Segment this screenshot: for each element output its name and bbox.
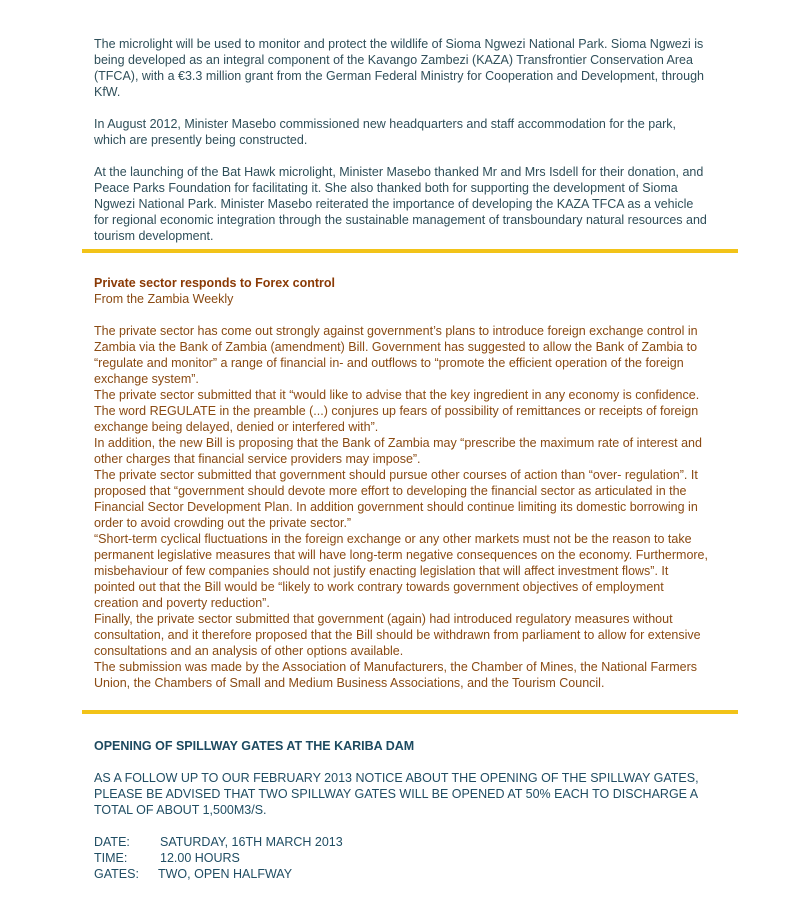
article-paragraph: The microlight will be used to monitor and protect the wildlife of Sioma Ngwezi National Park. Sioma Ngwezi is being developed as an integral component of the Kavango Zambezi (KAZA) Transfrontier Conservation Area (TFCA), with a €3.3 million grant from the German Federal Ministry for Cooperation and Development, through KfW. bbox=[94, 37, 704, 99]
article-paragraph: The private sector has come out strongly against government’s plans to introduce foreign exchange control in Zambia via the Bank of Zambia (amendment) Bill. Government has suggested to allow the Bank of Zambia to “regulate and monitor” a range of financial in- and outflows to “promote the efficient operation of the foreign exchange system”. bbox=[94, 324, 698, 386]
time-row bbox=[94, 850, 710, 866]
notice-title: OPENING OF SPILLWAY GATES AT THE KARIBA DAM bbox=[94, 739, 415, 753]
spillway-notice bbox=[94, 738, 710, 882]
time-value: 12.00 HOURS bbox=[160, 851, 240, 865]
section-divider bbox=[82, 249, 738, 253]
date-value: SATURDAY, 16TH MARCH 2013 bbox=[160, 835, 343, 849]
article-paragraph: The submission was made by the Association of Manufacturers, the Chamber of Mines, the National Farmers Union, the Chambers of Small and Medium Business Associations, and the Tourism Council. bbox=[94, 660, 698, 690]
gates-label: GATES: bbox=[94, 867, 139, 881]
gates-row bbox=[94, 866, 710, 882]
article-paragraph: The private sector submitted that government should pursue other courses of action than “over- regulation”. It proposed that “government should devote more effort to developing the financial sector as articulated in the Financial Sector Development Plan. In addition government should continue limiting its domestic borrowing in order to avoid crowding out the private sector.” bbox=[94, 468, 698, 530]
article-source: From the Zambia Weekly bbox=[94, 292, 234, 306]
date-label: DATE: bbox=[94, 835, 130, 849]
forex-control-article bbox=[94, 275, 710, 691]
notice-text: AS A FOLLOW UP TO OUR FEBRUARY 2013 NOTICE ABOUT THE OPENING OF THE SPILLWAY GATES, PLEASE BE ADVISED THAT TWO SPILLWAY GATES WILL BE OPENED AT 50% EACH TO DISCHARGE A TOTAL OF ABOUT 1,500M3/S. bbox=[94, 771, 699, 817]
microlight-article bbox=[94, 36, 710, 244]
time-label: TIME: bbox=[94, 851, 128, 865]
section-divider bbox=[82, 710, 738, 714]
article-paragraph: The private sector submitted that it “would like to advise that the key ingredient in any economy is confidence. The word REGULATE in the preamble (...) conjures up fears of possibility of remittances or receipts of foreign exchange being delayed, denied or interfered with”. bbox=[94, 388, 700, 434]
article-paragraph: “Short-term cyclical fluctuations in the foreign exchange or any other markets must not be the reason to take permanent legislative measures that will have long-term negative consequences on the economy. Furthermore, misbehaviour of few companies should not justify enacting legislation that will affect investment flows”. It pointed out that the Bill would be “likely to work contrary towards government objectives of employment creation and poverty reduction”. bbox=[94, 532, 708, 610]
article-paragraph: In addition, the new Bill is proposing that the Bank of Zambia may “prescribe the maximum rate of interest and other charges that financial service providers may impose”. bbox=[94, 436, 702, 466]
article-paragraph: Finally, the private sector submitted that government (again) had introduced regulatory measures without consultation, and it therefore proposed that the Bill should be withdrawn from parliament to allow for extensive consultations and an analysis of other options available. bbox=[94, 612, 701, 658]
article-title: Private sector responds to Forex control bbox=[94, 276, 336, 290]
date-row bbox=[94, 834, 710, 850]
article-paragraph: At the launching of the Bat Hawk microlight, Minister Masebo thanked Mr and Mrs Isdell for their donation, and Peace Parks Foundation for facilitating it. She also thanked both for supporting the development of Sioma Ngwezi National Park. Minister Masebo reiterated the importance of developing the KAZA TFCA as a vehicle for regional economic integration through the sustainable management of transboundary natural resources and tourism development. bbox=[94, 165, 707, 243]
article-paragraph: In August 2012, Minister Masebo commissioned new headquarters and staff accommodation for the park, which are presently being constructed. bbox=[94, 117, 677, 147]
gates-value: TWO, OPEN HALFWAY bbox=[158, 867, 293, 881]
